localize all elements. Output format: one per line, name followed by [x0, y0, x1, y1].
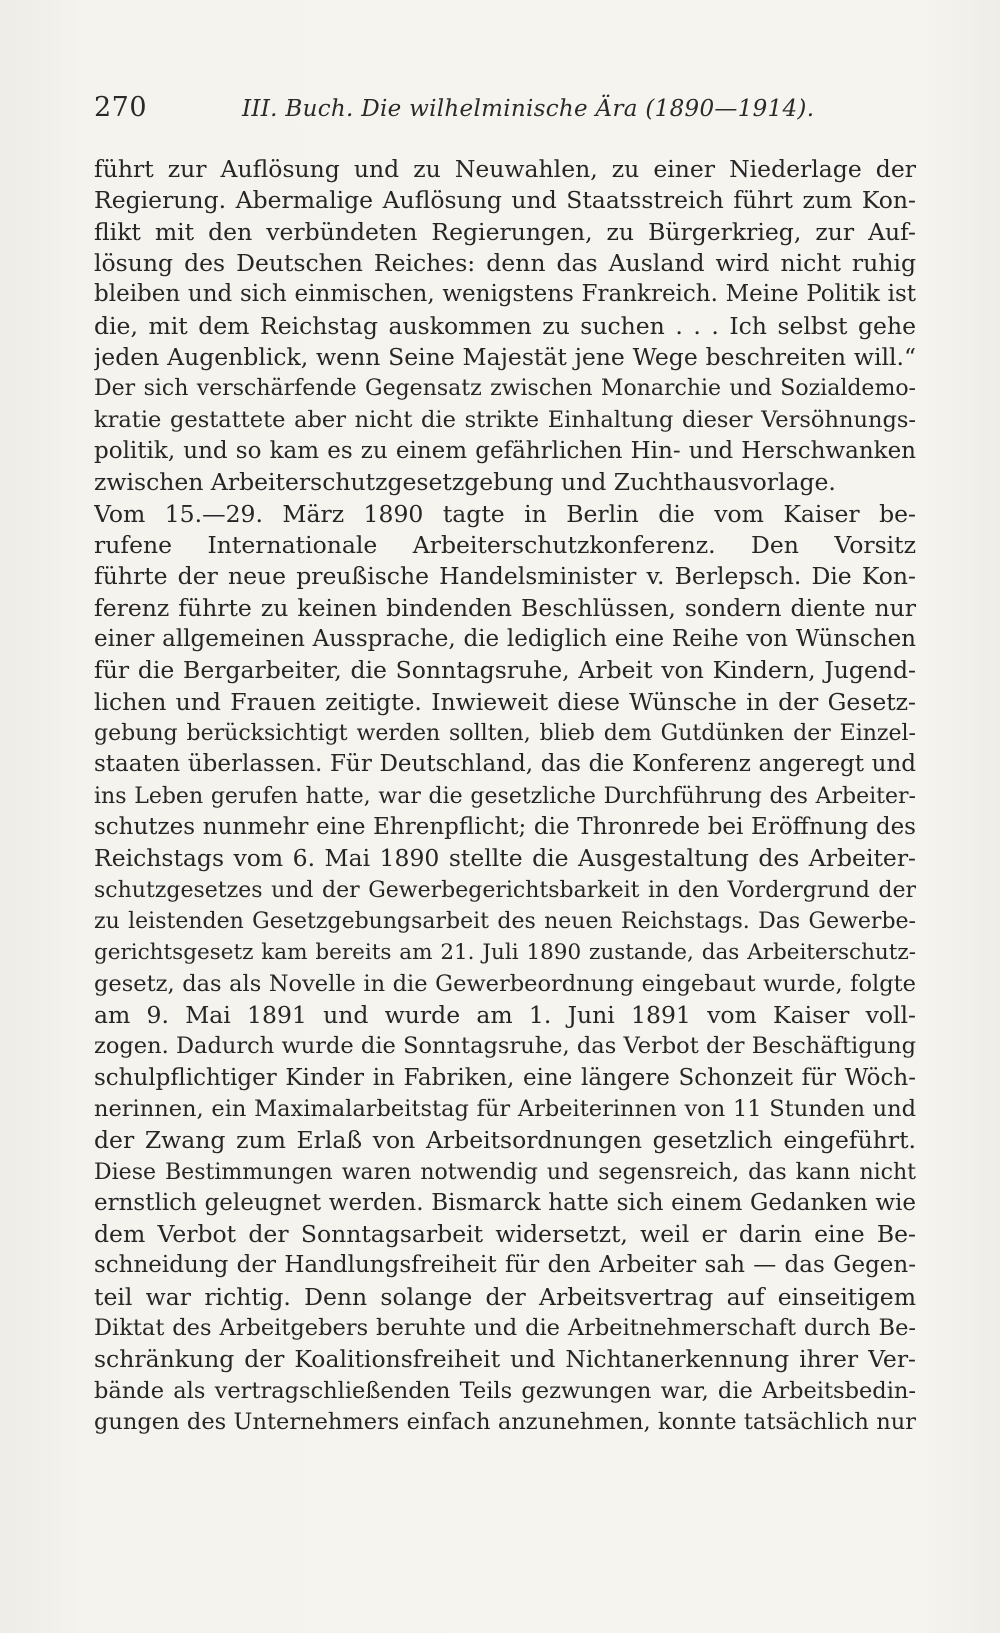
text-line: gerichtsgesetz kam bereits am 21. Juli 1890 zustande, das Arbeiterschutz- [94, 940, 916, 966]
text-line: am 9. Mai 1891 und wurde am 1. Juni 1891 vom Kaiser voll- [94, 1000, 916, 1029]
text-line: bände als vertragschließenden Teils gezwungen war, die Arbeitsbedin- [94, 1377, 916, 1404]
text-line: teil war richtig. Denn solange der Arbeitsvertrag auf einseitigem [94, 1282, 916, 1311]
text-line: kratie gestattete aber nicht die strikte Einhaltung dieser Versöhnungs- [94, 406, 916, 433]
text-line: gesetz, das als Novelle in die Gewerbeordnung eingebaut wurde, folgte [94, 970, 916, 997]
text-line: Regierung. Abermalige Auflösung und Staatsstreich führt zum Kon- [94, 186, 916, 215]
page-number: 270 [94, 92, 148, 123]
text-line: schulpflichtiger Kinder in Fabriken, eine längere Schonzeit für Wöch- [94, 1064, 916, 1091]
text-line: Diese Bestimmungen waren notwendig und segensreich, das kann nicht [94, 1159, 916, 1185]
text-line: führt zur Auflösung und zu Neuwahlen, zu einer Niederlage der [94, 155, 916, 183]
text-line: zwischen Arbeiterschutzgesetzgebung und Zuchthausvorlage. [94, 468, 836, 497]
text-line: nerinnen, ein Maximalarbeitstag für Arbeiterinnen von 11 Stunden und [94, 1095, 916, 1122]
text-line: der Zwang zum Erlaß von Arbeitsordnungen gesetzlich eingeführt. [94, 1126, 916, 1155]
text-line: lichen und Frauen zeitigte. Inwieweit diese Wünsche in der Gesetz- [94, 687, 916, 716]
text-line: gebung berücksichtigt werden sollten, blieb dem Gutdünken der Einzel- [94, 720, 916, 746]
text-line: schutzes nunmehr eine Ehrenpflicht; die Thronrede bei Eröffnung des [94, 813, 916, 840]
text-line: bleiben und sich einmischen, wenigstens Frankreich. Meine Politik ist [94, 281, 916, 308]
text-line: schutzgesetzes und der Gewerbegerichtsbarkeit in den Vordergrund der [94, 877, 916, 903]
text-line: schneidung der Handlungsfreiheit für den Arbeiter sah — das Gegen- [94, 1252, 916, 1279]
running-title: III. Buch. Die wilhelminische Ära (1890—1914). [242, 96, 815, 122]
text-line: für die Bergarbeiter, die Sonntagsruhe, Arbeit von Kindern, Jugend- [94, 656, 916, 685]
page-header [94, 92, 914, 132]
text-line: staaten überlassen. Für Deutschland, das die Konferenz angeregt und [94, 751, 916, 778]
text-line: Diktat des Arbeitgebers beruhte und die Arbeitnehmerschaft durch Be- [94, 1315, 916, 1342]
text-line: gungen des Unternehmers einfach anzunehmen, konnte tatsächlich nur [94, 1409, 916, 1436]
text-line: ernstlich geleugnet werden. Bismarck hatte sich einem Gedanken wie [94, 1189, 916, 1216]
text-line: die, mit dem Reichstag auskommen zu suchen . . . Ich selbst gehe [94, 311, 916, 340]
text-line: jeden Augenblick, wenn Seine Majestät jene Wege beschreiten will.“ [94, 342, 916, 371]
text-line: zogen. Dadurch wurde die Sonntagsruhe, das Verbot der Beschäftigung [94, 1033, 916, 1060]
text-line: flikt mit den verbündeten Regierungen, zu Bürgerkrieg, zur Auf- [94, 217, 916, 246]
text-line: Der sich verschärfende Gegensatz zwischen Monarchie und Sozialdemo- [94, 376, 916, 402]
text-line: rufene Internationale Arbeiterschutzkonferenz. Den Vorsitz [94, 530, 916, 559]
text-line: Reichstags vom 6. Mai 1890 stellte die Ausgestaltung des Arbeiter- [94, 844, 916, 873]
body-text [94, 154, 916, 1438]
text-line: dem Verbot der Sonntagsarbeit widersetzt, weil er darin eine Be- [94, 1220, 916, 1249]
text-line: ferenz führte zu keinen bindenden Beschlüssen, sondern diente nur [94, 593, 916, 622]
text-line: lösung des Deutschen Reiches: denn das Ausland wird nicht ruhig [94, 248, 916, 277]
text-line: zu leistenden Gesetzgebungsarbeit des neuen Reichstags. Das Gewerbe- [94, 908, 916, 934]
text-line: einer allgemeinen Aussprache, die lediglich eine Reihe von Wünschen [94, 625, 916, 652]
text-line: führte der neue preußische Handelsminister v. Berlepsch. Die Kon- [94, 562, 916, 591]
text-line: schränkung der Koalitionsfreiheit und Nichtanerkennung ihrer Ver- [94, 1345, 916, 1374]
text-line: politik, und so kam es zu einem gefährlichen Hin- und Herschwanken [94, 437, 916, 464]
text-line: ins Leben gerufen hatte, war die gesetzliche Durchführung des Arbeiter- [94, 783, 916, 809]
text-line: Vom 15.—29. März 1890 tagte in Berlin die vom Kaiser be- [94, 499, 916, 528]
